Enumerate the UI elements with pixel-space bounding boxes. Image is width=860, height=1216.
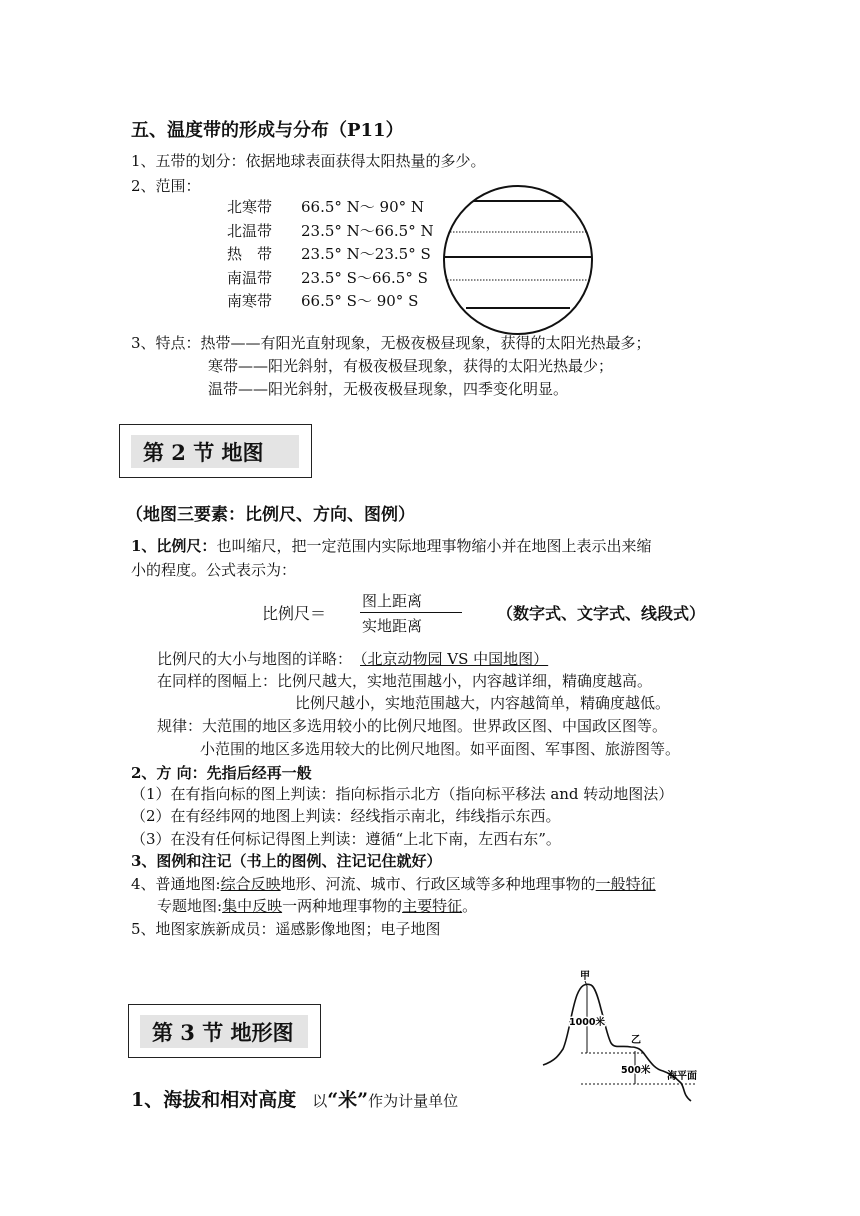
height-500-label: 500米 (621, 1065, 651, 1076)
range-heading: 2、范围： (131, 177, 201, 195)
altitude-unit: “米” (327, 1089, 369, 1111)
scale-detail-line (157, 648, 548, 669)
zone-list (227, 196, 434, 314)
formula-lhs: 比例尺＝ (262, 604, 327, 623)
terrain-profile (543, 984, 691, 1101)
altitude-text: 以 (312, 1092, 328, 1110)
zone-row (227, 220, 434, 244)
thematic-map-feature: 主要特征 (402, 897, 463, 915)
features-frigid: 寒带——阳光斜射，有极夜极昼现象，获得的太阳光热最少； (208, 357, 614, 375)
scale-definition-text: 也叫缩尺，把一定范围内实际地理事物缩小并在地图上表示出来缩 (216, 537, 652, 555)
general-map-label: 4、普通地图: (131, 875, 221, 893)
general-map-line (131, 873, 656, 894)
scale-definition-cont: 小的程度。公式表示为： (131, 561, 297, 579)
zone-range: 66.5° N～ 90° N (301, 198, 425, 216)
altitude-line (131, 1085, 458, 1112)
section-title-temperature-zones: 五、温度带的形成与分布（P11） (131, 120, 404, 141)
sea-level-label: 海平面 (667, 1071, 697, 1082)
same-size-rule-2: 比例尺越小，实地范围越大，内容越简单，精确度越低。 (295, 694, 671, 712)
direction-item-3: （3）在没有任何标记得图上判读：遵循“上北下南，左西右东”。 (131, 830, 561, 848)
altitude-figure (535, 965, 705, 1107)
same-size-rule-1: 在同样的图幅上：比例尺越大，实地范围越小，内容越详细，精确度越高。 (157, 672, 653, 690)
legend-heading: 3、图例和注记（书上的图例、注记记住就好） (131, 852, 442, 870)
direction-item-2: （2）在有经纬网的地图上判读：经线指示南北，纬线指示东西。 (131, 807, 561, 825)
scale-rule-1: 规律：大范围的地区多选用较小的比例尺地图。世界政区图、中国政区图等。 (157, 717, 668, 735)
peak-a-label: 甲 (580, 971, 590, 982)
section-title-maps: 第 2 节 地图 (131, 435, 299, 468)
scale-detail-example: （北京动物园 VS 中国地图） (360, 650, 549, 668)
zone-range: 23.5° N～66.5° N (301, 221, 434, 240)
altitude-text-end: 作为计量单位 (368, 1092, 459, 1110)
scale-definition (131, 535, 651, 556)
formula-note: （数字式、文字式、线段式） (497, 604, 706, 623)
thematic-map-keyword: 集中反映 (222, 897, 283, 915)
zone-name: 南温带 (227, 268, 273, 287)
zone-name: 北寒带 (227, 198, 273, 216)
map-three-elements: （地图三要素：比例尺、方向、图例） (126, 505, 415, 525)
height-1000-label: 1000米 (569, 1017, 605, 1028)
zone-range: 23.5° N～23.5° S (301, 245, 431, 263)
features-tropical: 3、特点：热带——有阳光直射现象，无极夜极昼现象，获得的太阳光热最多； (131, 334, 651, 352)
formula-denominator: 实地距离 (362, 617, 423, 635)
earth-zones-diagram (440, 180, 596, 340)
altitude-heading: 1、海拔和相对高度 (131, 1089, 297, 1111)
general-map-keyword: 综合反映 (220, 875, 281, 893)
formula-numerator: 图上距离 (362, 592, 423, 610)
scale-label: 1、比例尺： (131, 537, 217, 555)
zone-row (227, 243, 434, 267)
five-zones-basis: 1、五带的划分：依据地球表面获得太阳热量的多少。 (131, 152, 486, 170)
zone-name: 北温带 (227, 221, 273, 240)
zone-row (227, 267, 434, 291)
section-title-topography: 第 3 节 地形图 (140, 1015, 308, 1048)
new-map-members: 5、地图家族新成员：遥感影像地图；电子地图 (131, 920, 441, 938)
thematic-map-text: 一两种地理事物的 (282, 897, 403, 915)
thematic-map-end: 。 (462, 897, 478, 915)
thematic-map-label: 专题地图: (157, 897, 223, 915)
scale-rule-2: 小范围的地区多选用较大的比例尺地图。如平面图、军事图、旅游图等。 (200, 740, 681, 758)
general-map-feature: 一般特征 (595, 875, 656, 893)
section-header-maps (119, 424, 312, 478)
direction-item-1: （1）在有指向标的图上判读：指向标指示北方（指向标平移法 and 转动地图法） (131, 785, 674, 803)
fraction-line (360, 612, 462, 613)
section-header-topography (128, 1004, 321, 1058)
zone-name: 热 带 (227, 245, 273, 263)
zone-name: 南寒带 (227, 292, 273, 310)
zone-row (227, 290, 434, 314)
earth-circle (444, 186, 592, 334)
zone-row (227, 196, 434, 220)
scale-detail-text: 比例尺的大小与地图的详略： (157, 650, 353, 668)
direction-heading: 2、方 向：先指后经再一般 (131, 764, 312, 782)
peak-b-label: 乙 (631, 1035, 641, 1046)
zone-range: 23.5° S～66.5° S (301, 268, 428, 287)
features-temperate: 温带——阳光斜射，无极夜极昼现象，四季变化明显。 (208, 380, 569, 398)
general-map-text: 地形、河流、城市、行政区域等多种地理事物的 (280, 875, 596, 893)
thematic-map-line (157, 895, 477, 916)
zone-range: 66.5° S～ 90° S (301, 292, 419, 310)
